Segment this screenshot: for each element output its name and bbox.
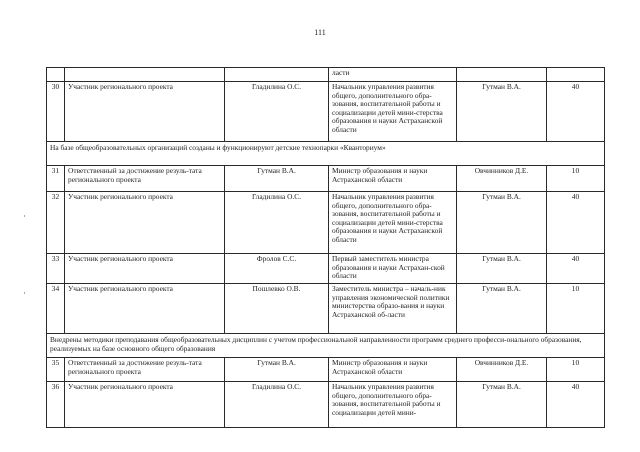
project-role	[65, 68, 225, 82]
job-position: Министр образования и науки Астраханской области	[329, 166, 457, 192]
job-position: Первый заместитель министра образования и науки Астрахан-ской области	[329, 254, 457, 284]
involvement-percent: 10	[547, 284, 605, 334]
row-number: 33	[47, 254, 65, 284]
person-name: Фролов С.С.	[225, 254, 329, 284]
row-number: 34	[47, 284, 65, 334]
project-role: Ответственный за достижение резуль-тата регионального проекта	[65, 358, 225, 382]
job-position: Министр образования и науки Астраханской области	[329, 358, 457, 382]
person-name: Гладилина О.С.	[225, 192, 329, 254]
involvement-percent	[547, 68, 605, 82]
project-role: Участник регионального проекта	[65, 284, 225, 334]
involvement-percent: 40	[547, 382, 605, 428]
project-role: Участник регионального проекта	[65, 382, 225, 428]
involvement-percent: 40	[547, 82, 605, 142]
table-row	[47, 382, 605, 428]
supervisor-name: Гутман В.А.	[457, 82, 547, 142]
table-row	[47, 68, 605, 82]
project-role: Участник регионального проекта	[65, 254, 225, 284]
job-position: Заместитель министра – началь-ник управления экономической политики министерства образо-вания и науки Астраханской об-ласти	[329, 284, 457, 334]
person-name: Гладилина О.С.	[225, 82, 329, 142]
table-row	[47, 358, 605, 382]
page-number: 111	[314, 28, 326, 37]
section-title: Внедрены методики преподавания общеобразовательных дисциплин с учетом профессиональной направленности программ среднего професси-онального образования, реализуемых на базе основного общего образования	[47, 334, 605, 358]
responsibility-table	[46, 67, 605, 428]
scan-mark	[24, 292, 25, 294]
project-role: Участник регионального проекта	[65, 192, 225, 254]
supervisor-name: Гутман В.А.	[457, 254, 547, 284]
supervisor-name: Овчинников Д.Е.	[457, 166, 547, 192]
job-position: Начальник управления развития общего, дополнительного обра-зования, воспитательной работы и социализации детей мини-стерства образования и науки Астраханской области	[329, 82, 457, 142]
row-number: 30	[47, 82, 65, 142]
person-name: Пошлевко О.В.	[225, 284, 329, 334]
supervisor-name: Гутман В.А.	[457, 382, 547, 428]
table-row	[47, 284, 605, 334]
row-number: 35	[47, 358, 65, 382]
person-name: Гутман В.А.	[225, 358, 329, 382]
supervisor-name	[457, 68, 547, 82]
project-role: Ответственный за достижение резуль-тата регионального проекта	[65, 166, 225, 192]
person-name	[225, 68, 329, 82]
job-position: Начальник управления развития общего, дополнительного обра-зования, воспитательной работы и социализации детей мини-стерства образования и науки Астраханской области	[329, 192, 457, 254]
involvement-percent: 40	[547, 254, 605, 284]
row-number	[47, 68, 65, 82]
involvement-percent: 10	[547, 166, 605, 192]
supervisor-name: Овчинников Д.Е.	[457, 358, 547, 382]
project-role: Участник регионального проекта	[65, 82, 225, 142]
involvement-percent: 40	[547, 192, 605, 254]
scan-mark	[24, 215, 25, 217]
table-row	[47, 82, 605, 142]
table-body	[47, 68, 605, 428]
table-row	[47, 254, 605, 284]
supervisor-name: Гутман В.А.	[457, 192, 547, 254]
person-name: Гутман В.А.	[225, 166, 329, 192]
table-row	[47, 166, 605, 192]
involvement-percent: 10	[547, 358, 605, 382]
section-title: На базе общеобразовательных организаций созданы и функционируют детские технопарки «Кванториум»	[47, 142, 605, 166]
row-number: 36	[47, 382, 65, 428]
table-row	[47, 192, 605, 254]
supervisor-name: Гутман В.А.	[457, 284, 547, 334]
section-header-row	[47, 334, 605, 358]
row-number: 31	[47, 166, 65, 192]
person-name: Гладилина О.С.	[225, 382, 329, 428]
section-header-row	[47, 142, 605, 166]
job-position: Начальник управления развития общего, дополнительного обра-зования, воспитательной работы и социализации детей мини-	[329, 382, 457, 428]
row-number: 32	[47, 192, 65, 254]
job-position: ласти	[329, 68, 457, 82]
